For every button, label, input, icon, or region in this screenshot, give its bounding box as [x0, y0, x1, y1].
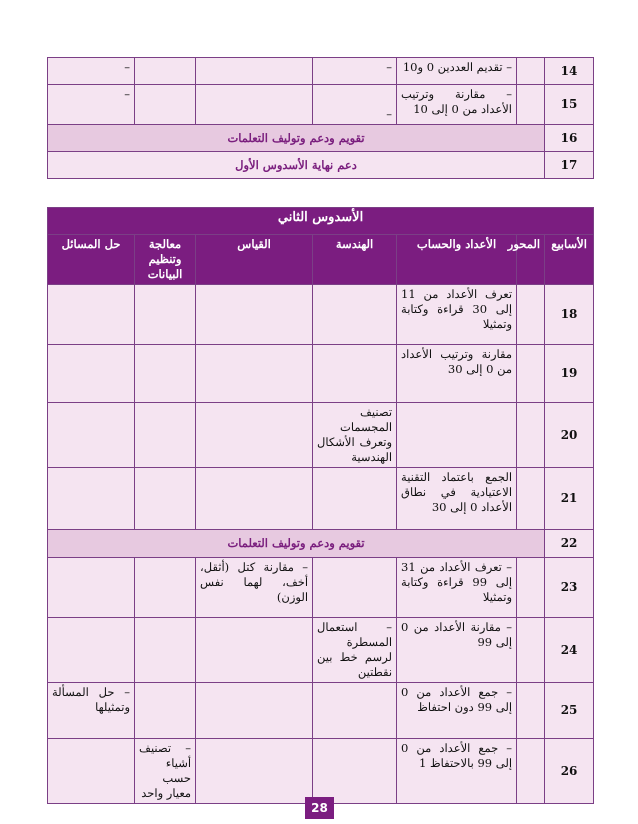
measure-cell — [196, 468, 313, 530]
page-number: 28 — [305, 797, 334, 819]
week-number: 16 — [545, 125, 594, 152]
table-row — [48, 85, 594, 125]
measure-cell — [196, 345, 313, 403]
problems-cell — [48, 285, 135, 345]
data-cell — [135, 285, 196, 345]
review-banner: تقويم ودعم وتوليف التعلمات — [48, 125, 545, 152]
week-number: 14 — [545, 58, 594, 85]
week-number: 21 — [545, 468, 594, 530]
table-row — [48, 285, 594, 345]
numbers-cell: – مقارنة الأعداد من 0 إلى 99 — [397, 618, 517, 683]
week-number: 19 — [545, 345, 594, 403]
table-row — [48, 739, 594, 804]
data-cell — [135, 345, 196, 403]
problems-cell — [48, 403, 135, 468]
week-number: 23 — [545, 558, 594, 618]
semester-title: الأسدوس الثاني — [48, 208, 594, 235]
problems-cell: – حل المسألة وتمثيلها — [48, 683, 135, 739]
table-row — [48, 530, 594, 558]
geometry-cell — [313, 285, 397, 345]
geometry-cell: – — [313, 58, 397, 85]
week-number: 24 — [545, 618, 594, 683]
measure-cell — [196, 739, 313, 804]
geometry-cell — [313, 558, 397, 618]
measure-cell — [196, 618, 313, 683]
table-row — [48, 468, 594, 530]
measure-cell — [196, 285, 313, 345]
data-cell — [135, 683, 196, 739]
numbers-cell: مقارنة وترتيب الأعداد من 0 إلى 30 — [397, 345, 517, 403]
col-geometry: الهندسة — [313, 235, 397, 285]
measure-cell: – مقارنة كتل (أثقل، أخف، لهما نفس الوزن) — [196, 558, 313, 618]
review-banner: تقويم ودعم وتوليف التعلمات — [48, 530, 545, 558]
problems-cell — [48, 558, 135, 618]
data-cell: – تصنيف أشياء حسب معيار واحد — [135, 739, 196, 804]
measure-cell — [196, 683, 313, 739]
data-cell — [135, 403, 196, 468]
table-row — [48, 683, 594, 739]
numbers-cell: – مقارنة وترتيب الأعداد من 0 إلى 10 — [397, 85, 517, 125]
problems-cell: – — [48, 58, 135, 85]
numbers-cell: – تقديم العددين 0 و10 — [397, 58, 517, 85]
table-row — [48, 558, 594, 618]
week-number: 25 — [545, 683, 594, 739]
problems-cell — [48, 739, 135, 804]
col-problems: حل المسائل — [48, 235, 135, 285]
data-cell — [135, 468, 196, 530]
table-row — [48, 345, 594, 403]
table-row — [48, 618, 594, 683]
week-number: 15 — [545, 85, 594, 125]
week-number: 17 — [545, 152, 594, 179]
geometry-cell: – — [313, 85, 397, 125]
second-semester-table — [47, 207, 594, 804]
col-weeks: الأسابيع — [545, 235, 594, 285]
numbers-cell: – تعرف الأعداد من 31 إلى 99 قراءة وكتابة وتمثيلا — [397, 558, 517, 618]
geometry-cell — [313, 683, 397, 739]
numbers-cell — [397, 403, 517, 468]
week-number: 26 — [545, 739, 594, 804]
col-data: معالجة وتنظيم البيانات — [135, 235, 196, 285]
geometry-cell: تصنيف المجسمات وتعرف الأشكال الهندسية — [313, 403, 397, 468]
problems-cell — [48, 345, 135, 403]
week-number: 22 — [545, 530, 594, 558]
problems-cell: – — [48, 85, 135, 125]
support-banner: دعم نهاية الأسدوس الأول — [48, 152, 545, 179]
table-row — [48, 125, 594, 152]
data-cell — [135, 618, 196, 683]
week-number: 18 — [545, 285, 594, 345]
header-row — [48, 235, 594, 285]
col-measure: القياس — [196, 235, 313, 285]
geometry-cell — [313, 468, 397, 530]
numbers-cell: الجمع باعتماد التقنية الاعتيادية في نطاق الأعداد 0 إلى 30 — [397, 468, 517, 530]
measure-cell — [196, 403, 313, 468]
table-row — [48, 58, 594, 85]
geometry-cell: – استعمال المسطرة لرسم خط بين نقطتين — [313, 618, 397, 683]
problems-cell — [48, 618, 135, 683]
previous-semester-table — [47, 57, 594, 179]
table-row — [48, 403, 594, 468]
problems-cell — [48, 468, 135, 530]
numbers-cell: – جمع الأعداد من 0 إلى 99 بالاحتفاظ 1 — [397, 739, 517, 804]
numbers-cell: تعرف الأعداد من 11 إلى 30 قراءة وكتابة وتمثيلا — [397, 285, 517, 345]
col-numbers: الأعداد والحساب — [397, 235, 517, 285]
col-axis: المحور — [517, 235, 545, 285]
numbers-cell: – جمع الأعداد من 0 إلى 99 دون احتفاظ — [397, 683, 517, 739]
table-row — [48, 152, 594, 179]
data-cell — [135, 558, 196, 618]
week-number: 20 — [545, 403, 594, 468]
geometry-cell — [313, 739, 397, 804]
geometry-cell — [313, 345, 397, 403]
